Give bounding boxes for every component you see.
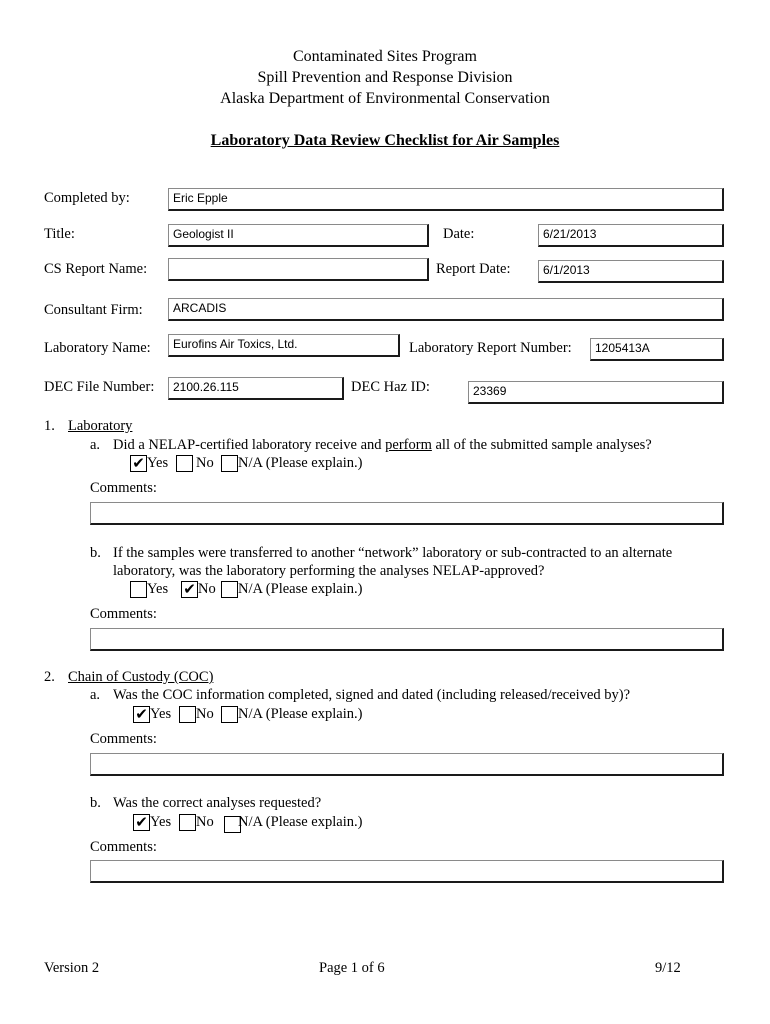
question-1b-text-line2: laboratory, was the laboratory performing the analyses NELAP-approved? <box>113 563 545 579</box>
cs-report-name-label: CS Report Name: <box>44 261 148 277</box>
question-2a-text: Was the COC information completed, signed and dated (including released/received by)? <box>113 687 631 703</box>
question-1a-text: Did a NELAP-certified laboratory receive and perform all of the submitted sample analyses? <box>113 437 652 453</box>
question-1b-text-line1: If the samples were transferred to another “network” laboratory or sub-contracted to an alternate <box>113 545 673 561</box>
q1b-na-label: N/A (Please explain.) <box>238 581 363 597</box>
q2b-no-label: No <box>196 814 214 830</box>
q2b-na-label: N/A (Please explain.) <box>238 814 363 830</box>
q2b-comments-field[interactable] <box>90 860 724 883</box>
section-1-title: Laboratory <box>68 418 133 434</box>
dec-file-number-field[interactable]: 2100.26.115 <box>168 377 344 400</box>
q2b-yes-label: Yes <box>150 814 172 830</box>
q1b-no-label: No <box>198 581 216 597</box>
q2a-yes-label: Yes <box>150 706 172 722</box>
date-field[interactable]: 6/21/2013 <box>538 224 724 247</box>
q2b-comments-label: Comments: <box>90 839 157 855</box>
q1a-comments-field[interactable] <box>90 502 724 525</box>
q2a-comments-label: Comments: <box>90 731 157 747</box>
q1b-comments-label: Comments: <box>90 606 157 622</box>
laboratory-name-label: Laboratory Name: <box>44 340 151 356</box>
lab-report-number-field[interactable]: 1205413A <box>590 338 724 361</box>
q2a-yes-checkbox[interactable]: ✔ <box>133 706 150 723</box>
footer-version: Version 2 <box>44 960 100 976</box>
completed-by-field[interactable]: Eric Epple <box>168 188 724 211</box>
report-date-field[interactable]: 6/1/2013 <box>538 260 724 283</box>
q1a-no-label: No <box>196 455 214 471</box>
question-1a-letter: a. <box>90 437 101 453</box>
q2a-na-label: N/A (Please explain.) <box>238 706 363 722</box>
q1a-no-checkbox[interactable] <box>176 455 193 472</box>
dec-haz-id-field[interactable]: 23369 <box>468 381 724 404</box>
q2a-na-checkbox[interactable] <box>221 706 238 723</box>
title-field[interactable]: Geologist II <box>168 224 429 247</box>
department-name: Alaska Department of Environmental Conservation <box>220 90 550 107</box>
section-1-number: 1. <box>44 418 55 434</box>
q1b-yes-checkbox[interactable] <box>130 581 147 598</box>
question-1b-letter: b. <box>90 545 101 561</box>
dec-file-number-label: DEC File Number: <box>44 379 155 395</box>
q2a-no-label: No <box>196 706 214 722</box>
question-2a-letter: a. <box>90 687 101 703</box>
q1a-na-label: N/A (Please explain.) <box>238 455 363 471</box>
q1a-comments-label: Comments: <box>90 480 157 496</box>
q1b-na-checkbox[interactable] <box>221 581 238 598</box>
document-title: Laboratory Data Review Checklist for Air Samples <box>210 132 560 149</box>
consultant-firm-field[interactable]: ARCADIS <box>168 298 724 321</box>
section-2-number: 2. <box>44 669 55 685</box>
q1b-yes-label: Yes <box>147 581 169 597</box>
completed-by-label: Completed by: <box>44 190 130 206</box>
q2a-no-checkbox[interactable] <box>179 706 196 723</box>
date-label: Date: <box>443 226 475 242</box>
footer-page-number: Page 1 of 6 <box>319 960 385 976</box>
title-label: Title: <box>44 226 75 242</box>
program-name: Contaminated Sites Program <box>293 48 477 65</box>
q2a-comments-field[interactable] <box>90 753 724 776</box>
lab-report-number-label: Laboratory Report Number: <box>409 340 572 356</box>
footer-date: 9/12 <box>655 960 681 976</box>
consultant-firm-label: Consultant Firm: <box>44 302 143 318</box>
division-name: Spill Prevention and Response Division <box>257 69 513 86</box>
q2b-no-checkbox[interactable] <box>179 814 196 831</box>
q1a-yes-checkbox[interactable]: ✔ <box>130 455 147 472</box>
report-date-label: Report Date: <box>436 261 511 277</box>
section-2-title: Chain of Custody (COC) <box>68 669 214 685</box>
q1a-na-checkbox[interactable] <box>221 455 238 472</box>
question-2b-text: Was the correct analyses requested? <box>113 795 322 811</box>
q1b-no-checkbox[interactable]: ✔ <box>181 581 198 598</box>
laboratory-name-field[interactable]: Eurofins Air Toxics, Ltd. <box>168 334 400 357</box>
q1a-yes-label: Yes <box>147 455 169 471</box>
q1b-comments-field[interactable] <box>90 628 724 651</box>
q2b-yes-checkbox[interactable]: ✔ <box>133 814 150 831</box>
dec-haz-id-label: DEC Haz ID: <box>351 379 430 395</box>
question-2b-letter: b. <box>90 795 101 811</box>
cs-report-name-field[interactable] <box>168 258 429 281</box>
